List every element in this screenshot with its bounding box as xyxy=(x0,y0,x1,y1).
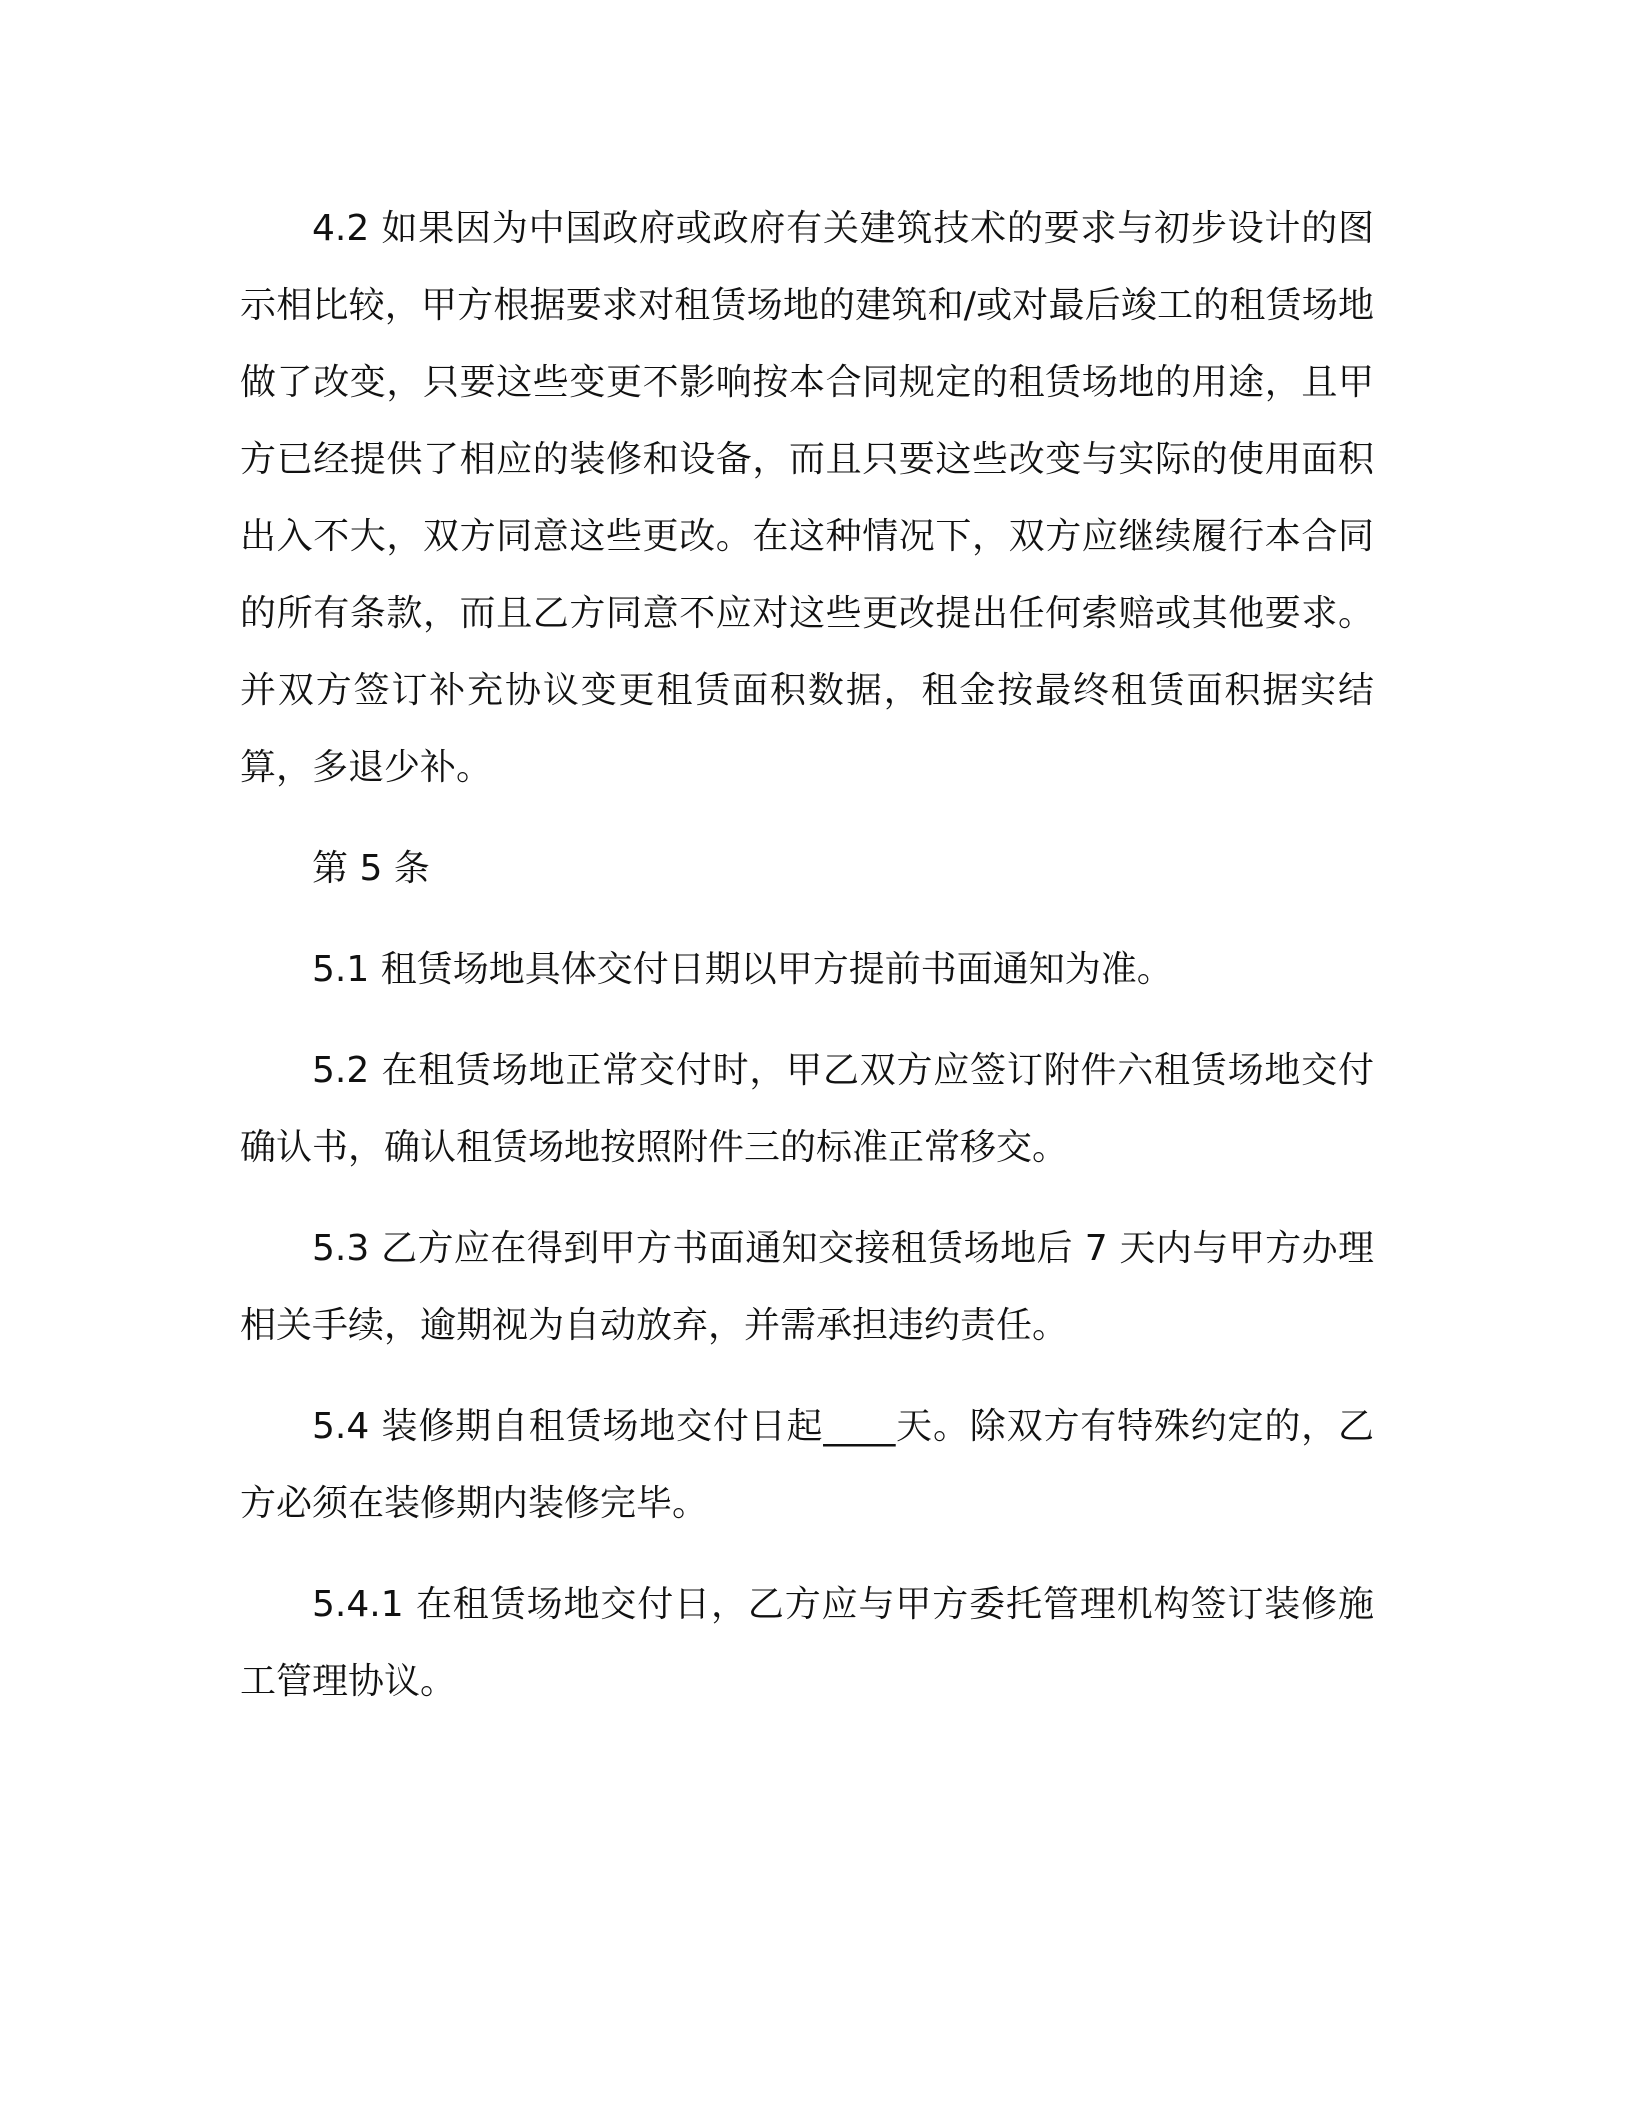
paragraph-4-2: 4.2 如果因为中国政府或政府有关建筑技术的要求与初步设计的图示相比较，甲方根据要求对租赁场地的建筑和/或对最后竣工的租赁场地做了改变，只要这些变更不影响按本合同规定的租赁场地的用途，且甲方已经提供了相应的装修和设备，而且只要这些改变与实际的使用面积出入不大，双方同意这些更改。在这种情况下，双方应继续履行本合同的所有条款，而且乙方同意不应对这些更改提出任何索赔或其他要求。并双方签订补充协议变更租赁面积数据，租金按最终租赁面积据实结算，多退少补。 xyxy=(240,208,1374,788)
paragraph-5-4: 5.4 装修期自租赁场地交付日起____天。除双方有特殊约定的，乙方必须在装修期内装修完毕。 xyxy=(240,1406,1374,1524)
paragraph-5-2: 5.2 在租赁场地正常交付时，甲乙双方应签订附件六租赁场地交付确认书，确认租赁场地按照附件三的标准正常移交。 xyxy=(240,1050,1374,1168)
paragraph-5-3: 5.3 乙方应在得到甲方书面通知交接租赁场地后 7 天内与甲方办理相关手续，逾期视为自动放弃，并需承担违约责任。 xyxy=(240,1228,1374,1346)
paragraph-5-4-1: 5.4.1 在租赁场地交付日，乙方应与甲方委托管理机构签订装修施工管理协议。 xyxy=(240,1584,1374,1702)
paragraph-5-1: 5.1 租赁场地具体交付日期以甲方提前书面通知为准。 xyxy=(312,949,1173,990)
article-5-heading: 第 5 条 xyxy=(312,848,430,889)
document-body xyxy=(240,190,1374,1744)
